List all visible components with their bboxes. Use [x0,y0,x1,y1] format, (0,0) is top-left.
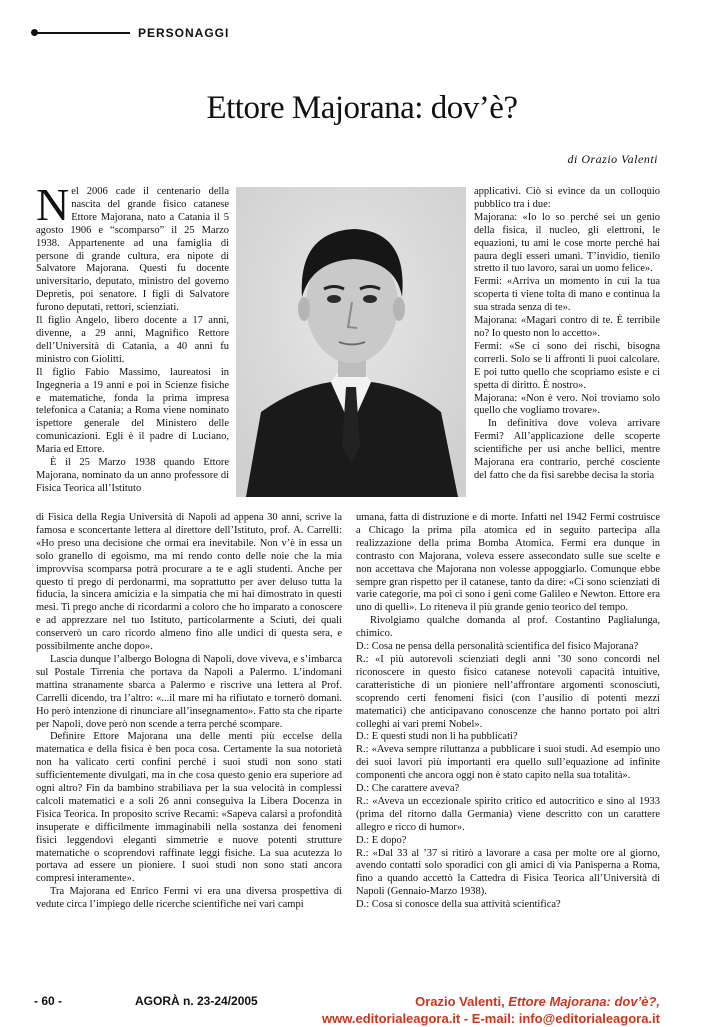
paragraph: Majorana: «Io lo so perché sei un genio della fisica, il nucleo, gli elettroni, le equazioni, tu ami le cose morte perché hai paura degli esseri umani. T’invidio, tienilo stretto il tuo lavoro, sarai un uomo felice». [474,211,660,275]
interview-line: D.: E questi studi non li ha pubblicati? [356,731,518,743]
journal-issue: AGORÀ n. 23-24/2005 [135,994,258,1008]
citation [322,993,660,1027]
ettore-majorana-portrait [236,187,466,497]
interview-line: D.: Cosa ne pensa della personalità scientifica del fisico Majorana? [356,641,639,653]
paragraph: Rivolgiamo qualche domanda al prof. Costantino Paglialunga, chimico. [356,615,660,640]
interview-line: D.: Cosa si conosce della sua attività scientifica? [356,899,561,911]
interview-line: R.: «Aveva un eccezionale spirito critico ed autocritico e sino al 1933 (prima del ritorno dalla Germania) viene descritto con un carattere allegro e ricco di humor». [356,795,660,833]
paragraph: È il 25 Marzo 1938 quando Ettore Majorana, nominato da un anno professore di Fisica Teorica all’Istituto [36,457,229,494]
interview-line: R.: «Aveva sempre riluttanza a pubblicare i suoi studi. Ad esempio uno dei suoi lavori più importanti era quello sull’equazione ad infinite componenti che ancora oggi non è stato capito nella sua totalità». [356,744,660,782]
paragraph: In definitiva dove voleva arrivare Fermi? All’applicazione delle scoperte scientifiche per usi anche bellici, mentre Majorana era contrario, perché cosciente del fatto che da fisi sarebbe decisa la storia [474,418,660,481]
paragraph: Majorana: «Magari contro di te. È terribile no? Io questo non lo accetto». [474,315,660,339]
paragraph: Lascia dunque l’albergo Bologna di Napoli, dove viveva, e s’imbarca sul Postale Tirrenia che portava da Napoli a Palermo. L’indomani mattina stranamente sbarca a Palermo e riscrive una lettera al Prof. Carrelli dicendo, tra l’altro: «...il mare mi ha rifiutato e tornerò domani. Ho però intenzione di rinunciare all’insegnamento». Fatto sta che riparte per Napoli, dove però non scende a terra perché scompare. [36,653,342,730]
paragraph: Tra Majorana ed Enrico Fermi vi era una diversa prospettiva di vedute circa l’impiego delle ricerche scientifiche nei vari campi [36,886,342,911]
article-title: Ettore Majorana: dov’è? [206,90,518,126]
drop-cap: N [36,179,70,230]
paragraph: Majorana: «Non è vero. Noi troviamo solo quello che vogliamo trovare». [474,392,660,417]
citation-author: Orazio Valenti, [415,994,509,1009]
citation-title: Ettore Majorana: dov’è?, [508,994,660,1009]
section-rule [34,32,130,34]
left-lower-column [36,512,342,912]
interview-line: D.: Che carattere aveva? [356,783,460,795]
interview-line: R.: «I più autorevoli scienziati degli anni ’30 sono concordi nel riconoscere in questo fisico catanese notevoli capacità intuitive, caratteristiche di un pioniere nell’affrontare argomenti sconosciuti, scoprendo certi fenomeni fisici (con l’ausilio di potenti mezzi matematici) che anticipavano conoscenze che hanno portato poi altri colleghi ai vari premi Nobel». [356,653,660,730]
paragraph: Definire Ettore Majorana una delle menti più eccelse della matematica e della fisica è ben poca cosa. Certamente la sua notorietà non ha valicato certi confini perché i suoi studi non sono stati sufficientemente divulgati, ma in che cosa questo genio era superiore ad ogni altro? Fin da bambino strabiliava per la sua velocità in complessi calcoli matematici e a soli 26 anni conseguiva la Libera Docenza in Fisica Teorica. In proposito scrive Recami: «Sapeva calarsi a profondità insuperate e difficilmente immaginabili nella sostanza dei fenomeni fisici leggendovi eleganti simmetrie e nuove potenti strutture matematiche o scoprendovi raffinate leggi fisiche. La sua acutezza lo portava ad essere un pioniere. I suoi studi non sono stati ancora compresi interamente». [36,731,342,885]
left-column [36,179,229,496]
section-label: PERSONAGGI [138,26,230,40]
article-byline: di Orazio Valenti [567,152,658,166]
paragraph: applicativi. Ciò si evince da un colloquio pubblico tra i due: [474,186,660,210]
right-column [474,186,660,483]
paragraph: Fermi: «Se ci sono dei rischi, bisogna correrli. Solo se li affronti li puoi calcolare. E poi tutto quello che scopriamo esiste e ci spetta di diritto. È nostro». [474,340,660,391]
paragraph: Nel 2006 cade il centenario della nascita del grande fisico catanese Ettore Majorana, nato a Catania il 5 agosto 1906 e “scomparso” il 25 Marzo 1938. Appartenente ad una famiglia di persone di grande cultura, era nipote di Salvatore Majorana. Questi fu docente universitario, deputato, ministro del governo Depretis, poi senatore. I figli di Salvatore furono deputati, rettori, scienziati. [36,179,229,314]
interview-line: D.: E dopo? [356,834,407,846]
paragraph: di Fisica della Regia Università di Napoli ad appena 30 anni, scrive la famosa e sconcertante lettera al direttore dell’Istituto, prof. A. Carrelli: «Ho preso una decisione che ormai era inevitabile. Non v’è in essa un solo granello di egoismo, ma mi rendo conto delle noie che la mia improvvisa scomparsa potrà procurare a te e agli studenti. Anche per questo ti prego di perdonarmi, ma soprattutto per aver deluso tutta la fiducia, la sincera amicizia e la simpatia che mi hai dimostrato in questi mesi. Ti prego anche di ricordarmi a coloro che ho imparato a conoscere e ad apprezzare nel tuo Istituto, particolarmente a Sciuti, dei quali conserverò un caro ricordo almeno fino alle undici di questa sera, e possibilmente anche dopo». [36,512,342,653]
paragraph: umana, fatta di distruzione e di morte. Infatti nel 1942 Fermi costruisce a Chicago la prima pila atomica ed in seguito partecipa alla realizzazione della prima Bomba Atomica. Fermi era dunque in contrasto con Majorana, voleva essere assecondato sulle sue scelte e non accettava che Majorana non volesse appoggiarlo. Comunque ebbe sempre gran rispetto per il catanese, tanto da dire: «Ci sono scienziati di varie categorie, ma poi ci sono i geni come Galileo e Newton. Ettore era uno di quelli». Lo riteneva il più grande genio teorico del tempo. [356,512,660,614]
paragraph: Il figlio Angelo, libero docente a 17 anni, divenne, a 29 anni, Magnifico Rettore dell’Università di Catania, a 40 anni fu ministro con Giolitti. [36,315,229,365]
citation-contact-link[interactable]: www.editorialeagora.it - E-mail: info@editorialeagora.it [322,1011,660,1026]
right-lower-column [356,512,660,912]
paragraph: Fermi: «Arriva un momento in cui la tua scoperta ti viene tolta di mano e continua la sua strada senza di te». [474,276,660,314]
interview-line: R.: «Dal 33 al ’37 si ritirò a lavorare a casa per molte ore al giorno, avendo contatti solo sporadici con gli amici di via Panisperna a Roma, fino a quando accettò la Cattedra di Fisica Teorica all’Università di Napoli (Gennaio-Marzo 1938). [356,847,660,898]
page-number: - 60 - [34,994,63,1008]
paragraph: Il figlio Fabio Massimo, laureatosi in Ingegneria a 19 anni e poi in Scienze fisiche e matematiche, fonda la prima impresa telefonica a Catania; a Roma viene nominato ispettore generale del Ministero delle comunicazioni. Egli è il padre di Luciano, Maria ed Ettore. [36,366,229,456]
